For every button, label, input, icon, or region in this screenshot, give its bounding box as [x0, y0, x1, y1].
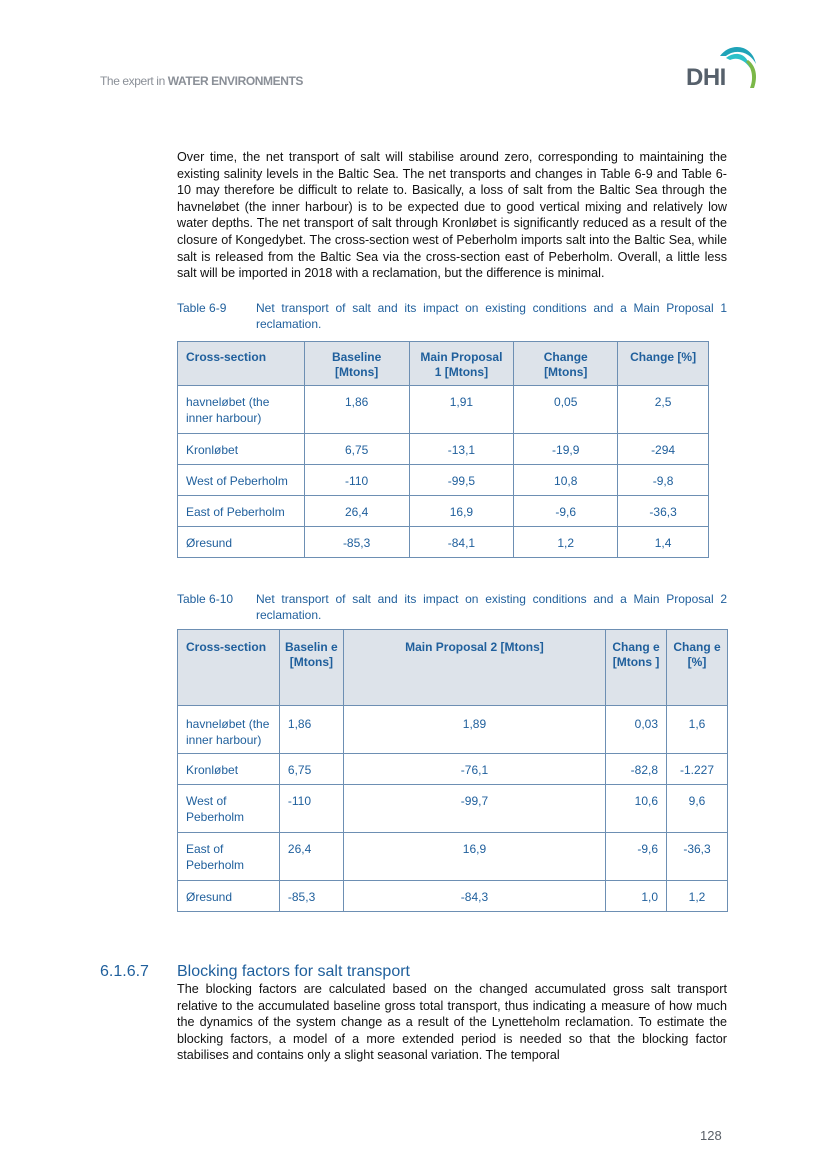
section-number: 6.1.6.7 — [100, 963, 149, 980]
table1-cell: 0,05 — [514, 386, 618, 434]
table2-cell: Kronløbet — [178, 754, 280, 785]
table2-cell: 1,2 — [667, 881, 728, 912]
table1-cell: Kronløbet — [178, 434, 305, 465]
logo-text: DHI — [686, 64, 726, 91]
table1-cell: 1,86 — [304, 386, 409, 434]
table2-caption-text: Net transport of salt and its impact on existing conditions and a Main Proposal 2 reclamation. — [256, 592, 727, 622]
table1-cell: 1,4 — [618, 527, 709, 558]
table-row — [178, 496, 709, 527]
table1-cell: -9,6 — [514, 496, 618, 527]
table1-cell: 10,8 — [514, 465, 618, 496]
table1-caption-num: Table 6-9 — [177, 301, 227, 315]
table2-cell: -82,8 — [606, 754, 667, 785]
table2-cell: 1,0 — [606, 881, 667, 912]
table2-cell: -99,7 — [343, 785, 605, 833]
table2-header-change-pct: Chang e [%] — [667, 630, 728, 706]
table2-cell: 6,75 — [279, 754, 343, 785]
table2-cell: -76,1 — [343, 754, 605, 785]
section-paragraph: The blocking factors are calculated based on the changed accumulated gross salt transport relative to the accumulated baseline gross total transport, thus indicating a measure of how much the dynamics of the system change as a result of the Lynetteholm reclamation. To estimate the blocking factors, a model of a more extended period is needed so that the blocking factor stabilises and contains only a slight seasonal variation. The temporal — [177, 982, 727, 1063]
table1-header-cross-section: Cross-section — [178, 342, 305, 386]
table2-caption — [177, 592, 727, 623]
page-number: 128 — [700, 1128, 722, 1143]
table2-cell: -36,3 — [667, 833, 728, 881]
table2-cell: 10,6 — [606, 785, 667, 833]
table1-cell: 16,9 — [409, 496, 514, 527]
table2-header-change: Chang e [Mtons ] — [606, 630, 667, 706]
table1-header-change: Change [Mtons] — [514, 342, 618, 386]
table-row — [178, 881, 728, 912]
tagline-bold: WATER ENVIRONMENTS — [167, 74, 304, 88]
table2-cell: West of Peberholm — [178, 785, 280, 833]
table-row — [178, 833, 728, 881]
table1-header-baseline: Baseline [Mtons] — [304, 342, 409, 386]
intro-paragraph: Over time, the net transport of salt will stabilise around zero, corresponding to maintaining the existing salinity levels in the Baltic Sea. The net transports and changes in Table 6-9 and Table 6-10 may therefore be difficult to relate to. Basically, a loss of salt from the Baltic Sea through the havneløbet (the inner harbour) is to be expected due to good vertical mixing and relatively low water depths. The net transport of salt through Kronløbet is significantly reduced as a result of the closure of Kongedybet. The cross-section west of Peberholm imports salt into the Baltic Sea, while salt is released from the Baltic Sea via the cross-section east of Peberholm. Overall, a little less salt will be imported in 2018 with a reclamation, but the difference is minimal. — [177, 150, 727, 281]
section-title: Blocking factors for salt transport — [177, 963, 410, 980]
dhi-logo — [686, 42, 762, 92]
table-row — [178, 754, 728, 785]
table1-cell: havneløbet (the inner harbour) — [178, 386, 305, 434]
table1-cell: -294 — [618, 434, 709, 465]
table1-header-change-pct: Change [%] — [618, 342, 709, 386]
table2-cell: Øresund — [178, 881, 280, 912]
table2-cell: 1,89 — [343, 706, 605, 754]
table1-cell: -13,1 — [409, 434, 514, 465]
table2-header-main-proposal: Main Proposal 2 [Mtons] — [343, 630, 605, 706]
table2-header-baseline: Baselin e [Mtons] — [279, 630, 343, 706]
table1-cell: West of Peberholm — [178, 465, 305, 496]
table2-cell: East of Peberholm — [178, 833, 280, 881]
table2-cell: 9,6 — [667, 785, 728, 833]
table1-header-main-proposal: Main Proposal 1 [Mtons] — [409, 342, 514, 386]
table2-caption-num: Table 6-10 — [177, 592, 234, 606]
table1-cell: -110 — [304, 465, 409, 496]
table1-cell: 1,91 — [409, 386, 514, 434]
table2-cell: -84,3 — [343, 881, 605, 912]
table2-cell: -9,6 — [606, 833, 667, 881]
table1-cell: 26,4 — [304, 496, 409, 527]
tagline-prefix: The expert in — [100, 74, 168, 88]
table1-caption-text: Net transport of salt and its impact on existing conditions and a Main Proposal 1 reclamation. — [256, 301, 727, 331]
table2-cell: -110 — [279, 785, 343, 833]
table-row — [178, 785, 728, 833]
table-row — [178, 527, 709, 558]
table1-cell: East of Peberholm — [178, 496, 305, 527]
table2-cell: havneløbet (the inner harbour) — [178, 706, 280, 754]
table1-cell: -99,5 — [409, 465, 514, 496]
table1-cell: Øresund — [178, 527, 305, 558]
table-row — [178, 386, 709, 434]
table1-cell: 6,75 — [304, 434, 409, 465]
table1-cell: -84,1 — [409, 527, 514, 558]
table1-cell: 1,2 — [514, 527, 618, 558]
table2-cell: 16,9 — [343, 833, 605, 881]
table2-cell: 0,03 — [606, 706, 667, 754]
table-6-9 — [177, 341, 709, 558]
table1-cell: -36,3 — [618, 496, 709, 527]
table2-cell: -1.227 — [667, 754, 728, 785]
table1-caption — [177, 301, 727, 332]
table-row — [178, 465, 709, 496]
table-row — [178, 706, 728, 754]
table-row — [178, 434, 709, 465]
table1-cell: -19,9 — [514, 434, 618, 465]
table2-cell: 26,4 — [279, 833, 343, 881]
table2-cell: -85,3 — [279, 881, 343, 912]
table1-cell: -9,8 — [618, 465, 709, 496]
table2-cell: 1,6 — [667, 706, 728, 754]
table-6-10 — [177, 629, 728, 912]
table1-cell: -85,3 — [304, 527, 409, 558]
table2-cell: 1,86 — [279, 706, 343, 754]
header-tagline — [100, 74, 303, 88]
table2-header-cross-section: Cross-section — [178, 630, 280, 706]
table1-cell: 2,5 — [618, 386, 709, 434]
